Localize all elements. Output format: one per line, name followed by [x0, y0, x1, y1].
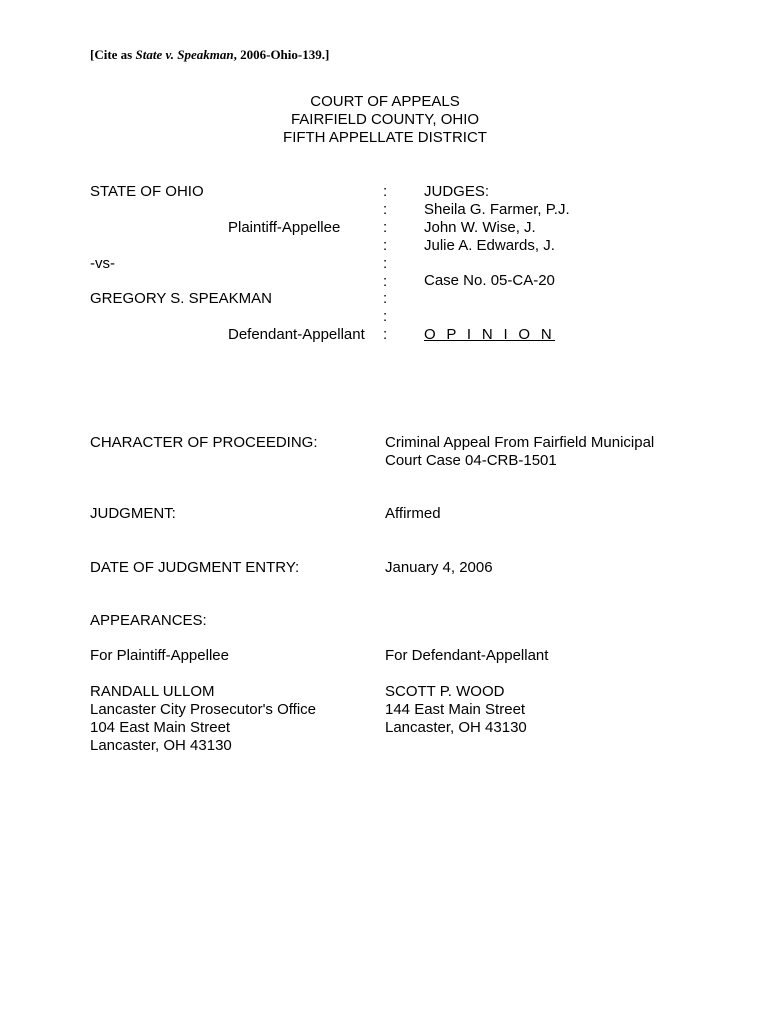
address-line: RANDALL ULLOM [90, 683, 215, 700]
plaintiff-counsel-address [90, 683, 316, 755]
judges-block [424, 183, 570, 255]
proceeding-value [385, 434, 654, 470]
date-label: DATE OF JUDGMENT ENTRY: [90, 559, 300, 576]
judge-name: Julie A. Edwards, J. [424, 236, 555, 254]
colon: : [383, 290, 388, 308]
court-county: FAIRFIELD COUNTY, OHIO [290, 111, 480, 128]
colon: : [383, 236, 388, 254]
colon: : [383, 200, 388, 218]
defendant-counsel-address [385, 683, 527, 737]
judges-heading: JUDGES: [424, 183, 490, 200]
court-district: FIFTH APPELLATE DISTRICT [283, 129, 487, 146]
caption-colon-column [383, 183, 387, 344]
colon: : [383, 326, 388, 344]
judgment-label: JUDGMENT: [90, 505, 176, 522]
judge-name: Sheila G. Farmer, P.J. [424, 200, 570, 218]
address-line: Lancaster, OH 43130 [385, 719, 527, 736]
proceeding-label: CHARACTER OF PROCEEDING: [90, 434, 318, 451]
defendant-role: Defendant-Appellant [228, 326, 365, 343]
colon: : [383, 218, 388, 236]
plaintiff-name: STATE OF OHIO [90, 183, 204, 200]
proceeding-line: Criminal Appeal From Fairfield Municipal [385, 434, 655, 451]
plaintiff-counsel-heading: For Plaintiff-Appellee [90, 647, 229, 664]
citation-suffix: , 2006-Ohio-139.] [233, 47, 330, 62]
defendant-counsel-heading: For Defendant-Appellant [385, 647, 549, 664]
judge-name: John W. Wise, J. [424, 218, 536, 236]
address-line: 144 East Main Street [385, 701, 526, 718]
colon: : [383, 254, 388, 272]
citation [90, 46, 329, 64]
colon: : [383, 183, 388, 200]
colon: : [383, 272, 388, 290]
court-name: COURT OF APPEALS [310, 93, 460, 110]
case-number: Case No. 05-CA-20 [424, 272, 555, 289]
proceeding-line: Court Case 04-CRB-1501 [385, 452, 557, 469]
versus-label: -vs- [90, 255, 115, 272]
court-header [0, 93, 770, 147]
appearances-heading: APPEARANCES: [90, 612, 207, 629]
defendant-name: GREGORY S. SPEAKMAN [90, 290, 272, 307]
date-value: January 4, 2006 [385, 559, 493, 576]
address-line: Lancaster City Prosecutor's Office [90, 701, 317, 718]
colon: : [383, 308, 388, 326]
address-line: Lancaster, OH 43130 [90, 737, 232, 754]
citation-case-name: State v. Speakman [135, 47, 234, 62]
plaintiff-role: Plaintiff-Appellee [228, 219, 341, 236]
citation-prefix: [Cite as [90, 47, 136, 62]
judgment-value: Affirmed [385, 505, 441, 522]
address-line: SCOTT P. WOOD [385, 683, 505, 700]
opinion-heading: O P I N I O N [424, 326, 555, 343]
address-line: 104 East Main Street [90, 719, 231, 736]
